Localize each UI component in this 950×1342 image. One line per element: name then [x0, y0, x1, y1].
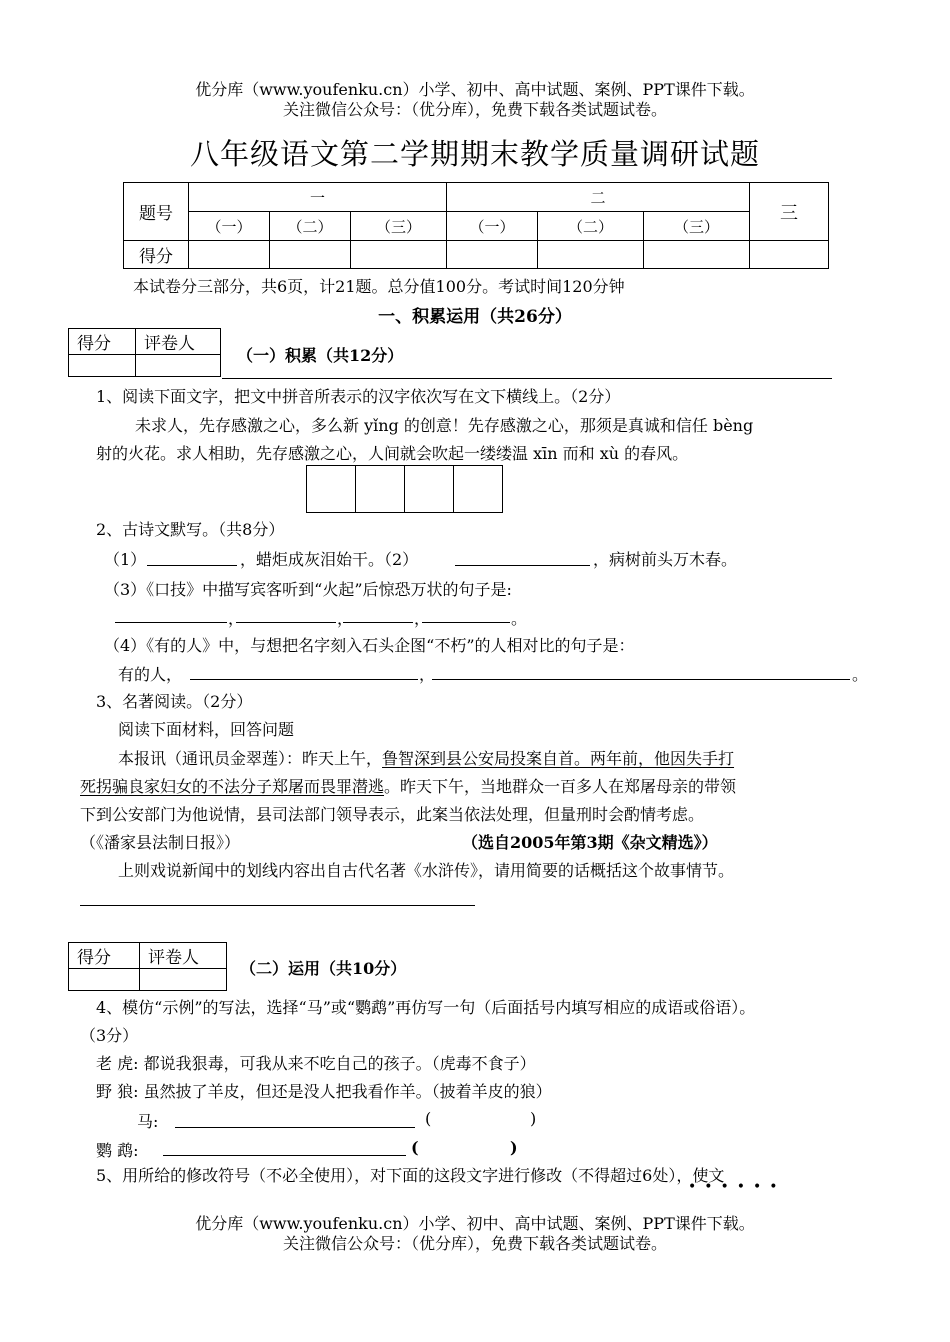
- grader-box-2: [68, 942, 227, 991]
- sub-2-3: （三）: [644, 212, 750, 241]
- part-1-title: （一）积累（共12分）: [237, 346, 404, 365]
- q3-source-2: （选自2005年第3期《杂文精选》）: [462, 833, 718, 852]
- footer-line-2: 关注微信公众号：（优分库），免费下载各类试题试卷。: [282, 1234, 667, 1253]
- grader-score-label: 得分: [69, 329, 136, 355]
- sub-1-2: （二）: [270, 212, 351, 241]
- q2-stem: 2、古诗文默写。（共8分）: [96, 520, 285, 539]
- q3-instruction: 阅读下面材料，回答问题: [118, 720, 295, 739]
- answer-line[interactable]: [80, 905, 475, 906]
- sub-2-1: （一）: [447, 212, 538, 241]
- part-1-header: 一: [189, 183, 447, 212]
- q1-stem: 1、阅读下面文字，把文中拼音所表示的汉字依次写在文下横线上。（2分）: [96, 387, 621, 406]
- row-label-number: 题号: [124, 183, 189, 241]
- q2-line-3: （3）《口技》中描写宾客听到“火起”后惊恐万状的句子是:: [104, 580, 512, 599]
- grader-name-cell[interactable]: [140, 969, 227, 991]
- blank-line[interactable]: [163, 1155, 406, 1156]
- divider: [222, 378, 832, 379]
- blank-line[interactable]: [422, 622, 510, 623]
- q3-para-1: [118, 746, 734, 769]
- q2-line-4: （4）《有的人》中，与想把名字刻入石头企图“不朽”的人相对比的句子是：: [104, 636, 635, 655]
- row-label-score: 得分: [124, 241, 189, 269]
- comma: ，: [228, 609, 245, 628]
- comma: ，: [337, 609, 354, 628]
- q4-parrot-label: 鹦 鹉:: [96, 1141, 139, 1160]
- q4-example-1: 老 虎: 都说我狠毒，可我从来不吃自己的孩子。（虎毒不食子）: [96, 1054, 536, 1073]
- period: 。: [852, 665, 869, 684]
- answer-box[interactable]: [405, 466, 454, 512]
- q4-horse-label: 马:: [137, 1112, 159, 1131]
- answer-box[interactable]: [356, 466, 405, 512]
- score-cell[interactable]: [351, 241, 447, 269]
- grader-name-label: 评卷人: [140, 943, 227, 969]
- q3-para-2b: 。昨天下午，当地群众一百多人在郑屠母亲的带领: [384, 777, 737, 796]
- q3-para-1a: 本报讯（通讯员金翠莲）：昨天上午，: [118, 749, 383, 768]
- blank-line[interactable]: [175, 1127, 415, 1128]
- q2-line-1a: （1）: [104, 550, 147, 569]
- q1-paragraph-1: 未求人，先存感激之心，多么新 yǐng 的创意！先存感激之心，那须是真诚和信任 bèng: [135, 416, 754, 435]
- grader-score-label: 得分: [69, 943, 140, 969]
- paren-left: (: [411, 1138, 419, 1157]
- q1-answer-boxes: [306, 465, 503, 513]
- answer-box[interactable]: [307, 466, 356, 512]
- blank-line[interactable]: [343, 622, 413, 623]
- emphasis-dots: ••••••: [688, 1179, 786, 1195]
- q2-line-1c: ，病树前头万木春。: [593, 550, 738, 569]
- blank-line[interactable]: [115, 622, 227, 623]
- sub-2-2: （二）: [538, 212, 644, 241]
- header-line-1: 优分库（www.youfenku.cn）小学、初中、高中试题、案例、PPT课件下载。: [195, 80, 755, 99]
- score-table: [123, 182, 829, 269]
- paren-left: (: [425, 1109, 432, 1128]
- paren-right: ): [510, 1138, 518, 1157]
- footer-line-1: 优分库（www.youfenku.cn）小学、初中、高中试题、案例、PPT课件下载。: [195, 1214, 755, 1233]
- blank-line[interactable]: [236, 622, 336, 623]
- q4-stem: 4、模仿“示例”的写法，选择“马”或“鹦鹉”再仿写一句（后面括号内填写相应的成语或俗语）。: [96, 998, 756, 1017]
- q5-stem: 5、用所给的修改符号（不必全使用），对下面的这段文字进行修改（不得超过6处），使文: [96, 1166, 725, 1185]
- sub-1-3: （三）: [351, 212, 447, 241]
- score-cell[interactable]: [750, 241, 829, 269]
- q4-score: （3分）: [80, 1026, 139, 1045]
- part-3-header: 三: [750, 183, 829, 241]
- blank-line[interactable]: [190, 679, 418, 680]
- grader-name-cell[interactable]: [136, 355, 221, 377]
- answer-box[interactable]: [454, 466, 502, 512]
- q3-source-1: （《潘家县法制日报》）: [80, 833, 241, 852]
- score-cell[interactable]: [270, 241, 351, 269]
- score-cell[interactable]: [447, 241, 538, 269]
- q3-underlined-1: 鲁智深到县公安局投案自首。两年前，他因失手打: [382, 749, 735, 768]
- section-1-title: 一、积累运用（共26分）: [378, 307, 572, 327]
- period: 。: [511, 609, 528, 628]
- score-cell[interactable]: [538, 241, 644, 269]
- part-2-header: 二: [447, 183, 750, 212]
- grader-score-cell[interactable]: [69, 969, 140, 991]
- header-line-2: 关注微信公众号：（优分库），免费下载各类试题试卷。: [282, 100, 667, 119]
- blank-line[interactable]: [432, 679, 850, 680]
- q3-stem: 3、名著阅读。（2分）: [96, 692, 253, 711]
- score-cell[interactable]: [189, 241, 270, 269]
- q3-para-2: [80, 774, 736, 797]
- q2-line-5: 有的人，: [118, 665, 183, 684]
- q2-line-1b: ，蜡炬成灰泪始干。（2）: [240, 550, 419, 569]
- q3-para-3: 下到公安部门为他说情，县司法部门领导表示，此案当依法处理，但量刑时会酌情考虑。: [80, 805, 705, 824]
- paren-right: ): [530, 1109, 537, 1128]
- grader-score-cell[interactable]: [69, 355, 136, 377]
- blank-line[interactable]: [147, 565, 237, 566]
- q3-question: 上则戏说新闻中的划线内容出自古代名著《水浒传》，请用简要的话概括这个故事情节。: [118, 861, 735, 880]
- grader-box-1: [68, 328, 221, 377]
- comma: ，: [419, 665, 436, 684]
- page-title: 八年级语文第二学期期末教学质量调研试题: [189, 137, 760, 171]
- score-cell[interactable]: [644, 241, 750, 269]
- comma: ，: [414, 609, 431, 628]
- grader-name-label: 评卷人: [136, 329, 221, 355]
- q3-underlined-2: 死拐骗良家妇女的不法分子郑屠而畏罪潜逃: [80, 777, 385, 796]
- part-2-title: （二）运用（共10分）: [240, 959, 407, 978]
- sub-1-1: （一）: [189, 212, 270, 241]
- exam-note: 本试卷分三部分，共6页，计21题。总分值100分。考试时间120分钟: [133, 277, 625, 296]
- q1-paragraph-2: 射的火花。求人相助，先存感激之心，人间就会吹起一缕缕温 xīn 而和 xù 的春风。: [96, 444, 689, 463]
- blank-line[interactable]: [455, 565, 590, 566]
- q4-example-2: 野 狼: 虽然披了羊皮，但还是没人把我看作羊。（披着羊皮的狼）: [96, 1082, 552, 1101]
